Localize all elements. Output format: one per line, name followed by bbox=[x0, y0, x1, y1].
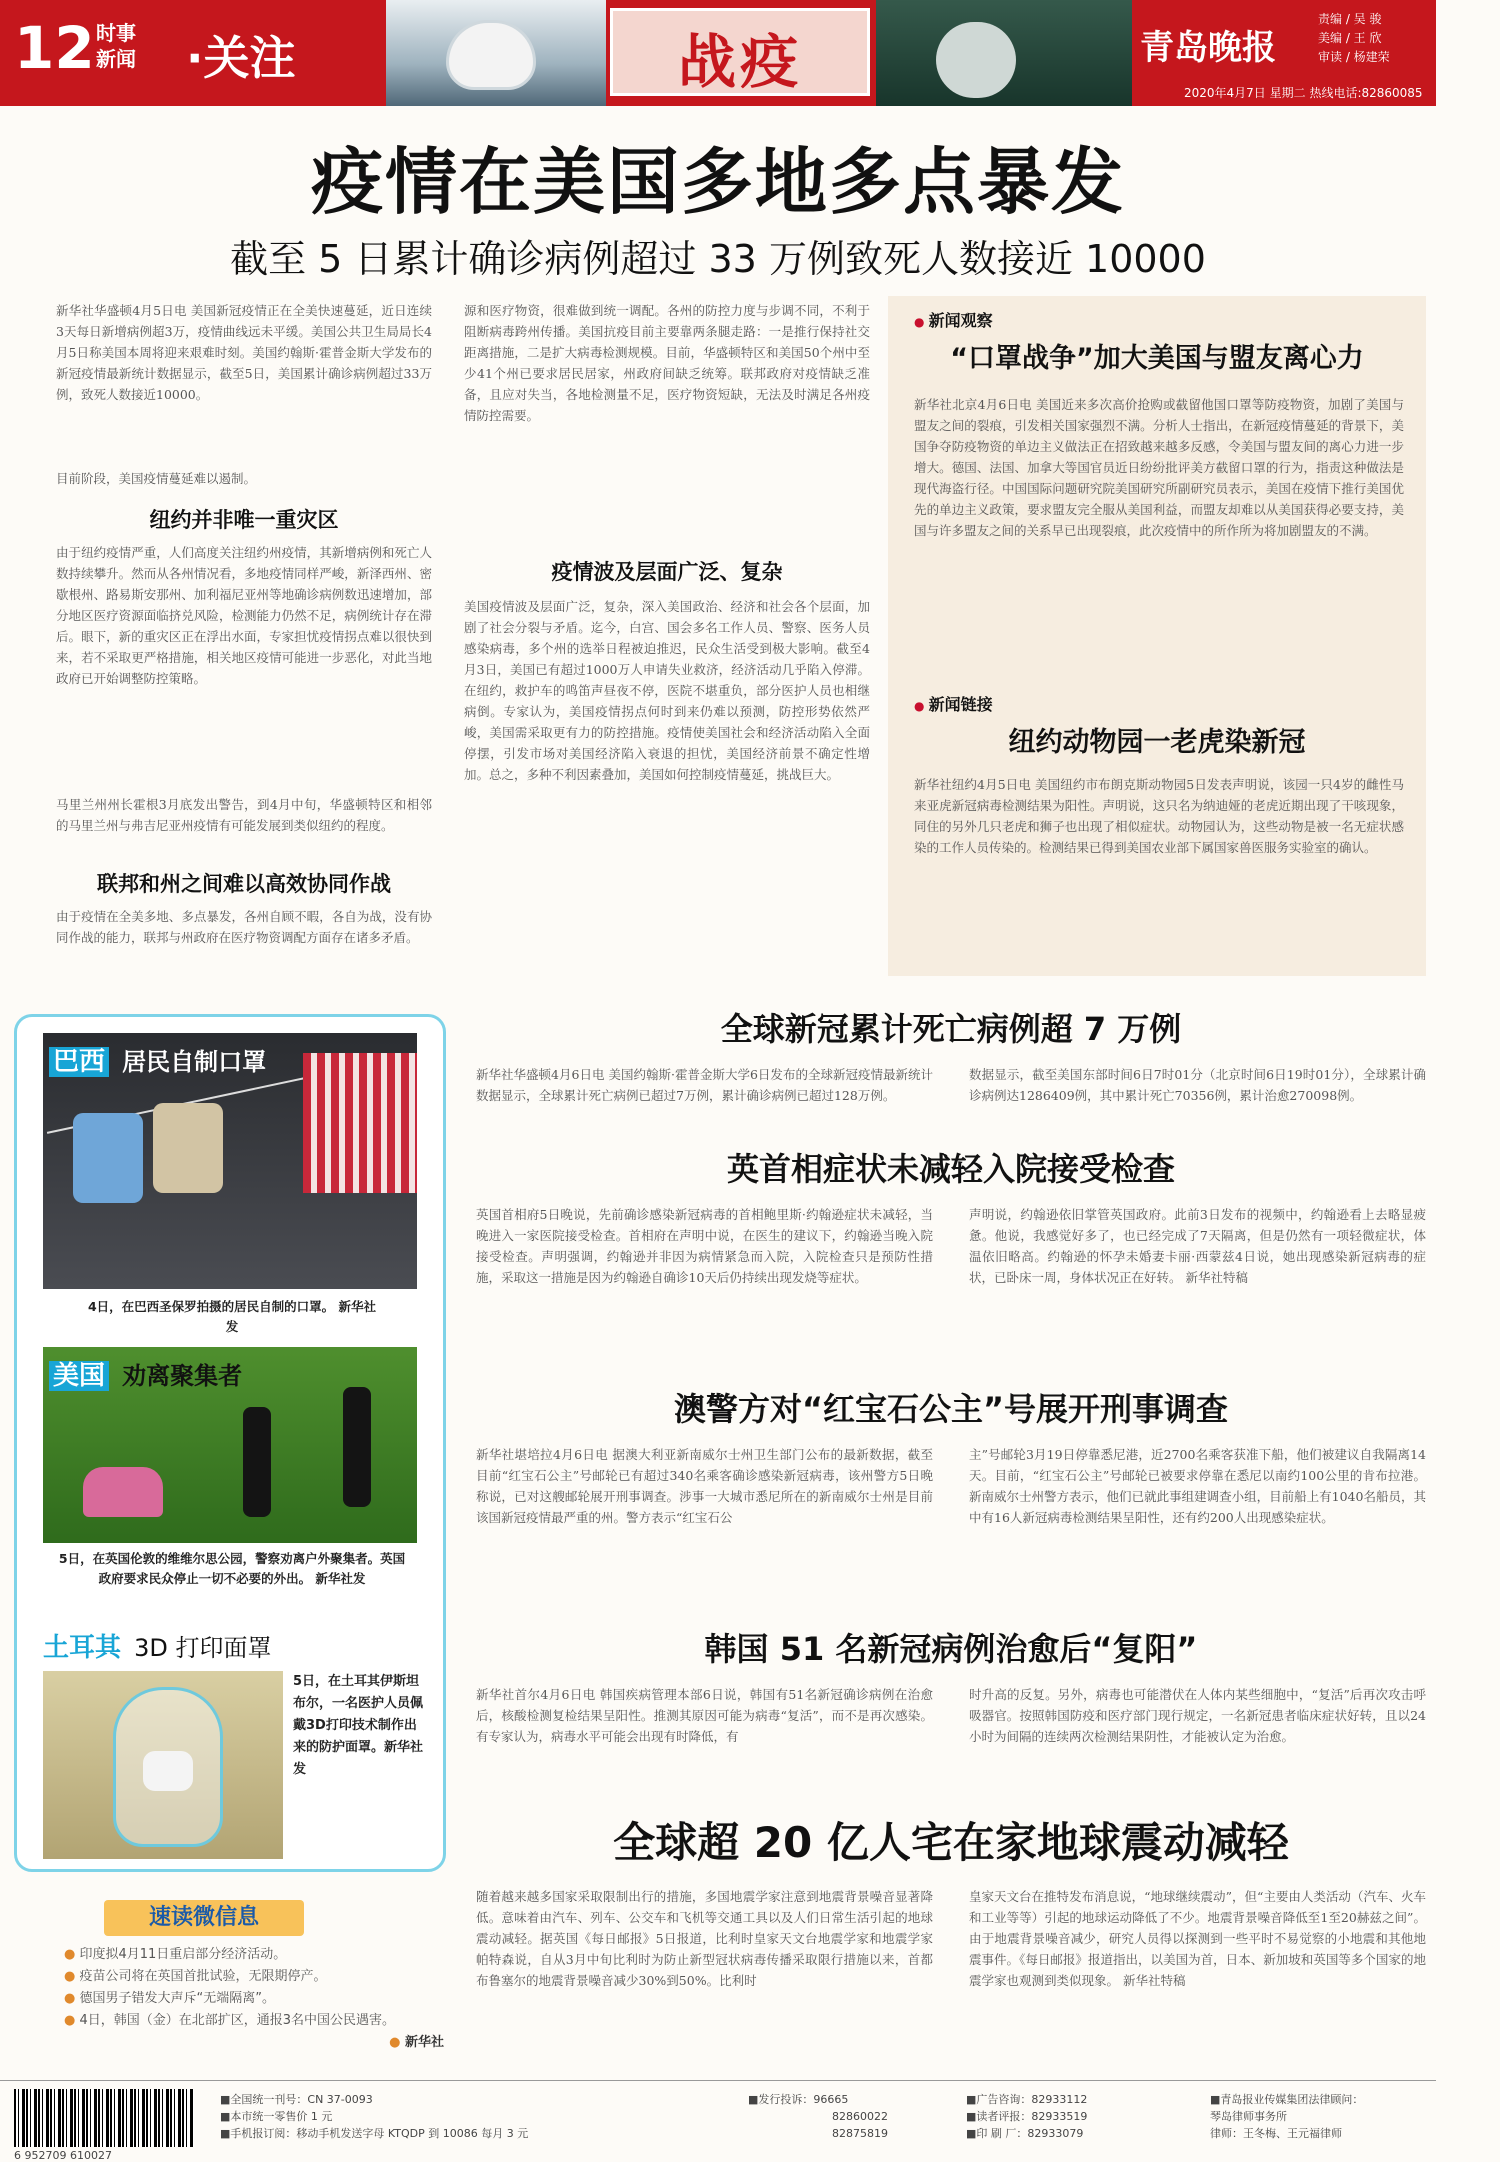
photo-tag-usa bbox=[49, 1355, 242, 1392]
striped-cloth-shape bbox=[303, 1053, 417, 1193]
wechat-item: ● 疫苗公司将在英国首批试验，无限期停产。 bbox=[64, 1966, 444, 1988]
medical-worker-photo-right bbox=[876, 0, 1132, 106]
article-col: 新华社堪培拉4月6日电 据澳大利亚新南威尔士州卫生部门公布的最新数据，截至目前“红宝石公主”号邮轮已有超过340名乘客确诊感染新冠病毒，该州警方5日晚称说，已对这艘邮轮展开刑事调查。涉事一大城市悉尼所在的新南威尔士州是目前该国新冠疫情最严重的州。警方表示“红宝石公 bbox=[476, 1447, 933, 1525]
footer-text: ■读者评报：82933519 bbox=[966, 2110, 1088, 2123]
barcode-number: 6 952709 610027 bbox=[14, 2149, 112, 2162]
article-title-korea: 韩国 51 名新冠病例治愈后“复阳” bbox=[704, 1630, 1198, 1668]
lead-paragraph-1: 新华社华盛顿4月5日电 美国新冠疫情正在全美快速蔓延，近日连续3天每日新增病例超3万，疫情曲线远未平缓。美国公共卫生局局长4月5日称美国本周将迎来艰难时刻。美国约翰斯·霍普金斯大学发布的新冠疫情最新统计数据显示，截至5日，美国累计确诊病例超过33万例，致死人数接近10000。 bbox=[56, 303, 432, 402]
sidebar-title-mask-war: “口罩战争”加大美国与盟友离心力 bbox=[950, 343, 1364, 374]
article-body-uk-pm bbox=[476, 1204, 1426, 1372]
sidebar-text-mask-war: 新华社北京4月6日电 美国近来多次高价抢购或截留他国口罩等防疫物资，加剧了美国与盟友之间的裂痕，引发相关国家强烈不满。分析人士指出，在新冠疫情蔓延的背景下，美国争夺防疫物资的单边主义做法正在招致越来越多反感，令美国与盟友间的离心力进一步增大。德国、法国、加拿大等国官员近日纷纷批评美方截留口罩的行为，指责这种做法是现代海盗行径。中国国际问题研究院美国研究所副研究员表示，美国在疫情下推行美国优先的单边主义政策，要求盟友完全服从美国利益，而盟友却难以从美国获得必要支持，美国与许多盟友之间的关系早已出现裂痕，此次疫情中的所作所为将加剧盟友的不满。 bbox=[914, 397, 1404, 538]
wechat-brief bbox=[14, 1900, 446, 2072]
footer-text: ■手机报订阅：移动手机发送字母 KTQDP 到 10086 每月 3 元 bbox=[220, 2127, 529, 2140]
banner-box bbox=[610, 8, 870, 96]
tag-country: 美国 bbox=[49, 1361, 109, 1391]
barcode bbox=[14, 2089, 194, 2147]
mask-face-shape bbox=[446, 20, 536, 90]
lead-paragraph-3: 由于纽约疫情严重，人们高度关注纽约州疫情，其新增病例和死亡人数持续攀升。然而从各州情况看，多地疫情同样严峻，新泽西州、密歇根州、路易斯安那州、加利福尼亚州等地确诊病例数迅速增加，部分地区医疗资源面临挤兑风险，检测能力仍然不足，病例统计存在滞后。眼下，新的重灾区正在浮出水面，专家担忧疫情拐点难以很快到来，若不采取更严格措施，相关地区疫情可能进一步恶化，对此当地政府已开始调整防控策略。 bbox=[56, 545, 432, 686]
worker-figure bbox=[936, 22, 1016, 98]
lead-paragraph-4: 马里兰州州长霍根3月底发出警告，到4月中旬，华盛顿特区和相邻的马里兰州与弗吉尼亚州疫情有可能发展到类似纽约的程度。 bbox=[56, 797, 432, 833]
article-col: 声明说，约翰逊依旧掌管英国政府。此前3日发布的视频中，约翰逊看上去略显疲惫。他说，我感觉好多了，也已经完成了7天隔离，但是仍然有一项轻微症状，体温依旧略高。约翰逊的怀孕未婚妻卡丽·西蒙兹4日说，她出现感染新冠病毒的症状，已卧床一周，身体状况正在好转。 新华社特稿 bbox=[969, 1207, 1426, 1285]
sidebar-label-observation: ● 新闻观察 bbox=[914, 308, 993, 331]
wechat-title: 速读微信息 bbox=[104, 1900, 304, 1936]
article-title-seismic: 全球超 20 亿人宅在家地球震动减轻 bbox=[613, 1818, 1289, 1867]
caption-uk: 5日，在英国伦敦的维维尔思公园，警察劝离户外聚集者。英国政府要求民众停止一切不必要的外出。 新华社发 bbox=[58, 1551, 406, 1586]
footer-text: ■本市统一零售价 1 元 bbox=[220, 2110, 333, 2123]
article-title-uk-pm: 英首相症状未减轻入院接受检查 bbox=[726, 1150, 1175, 1188]
section-title: ·关注 bbox=[186, 31, 296, 85]
wechat-source: ● 新华社 bbox=[64, 2032, 444, 2054]
main-headline: 疫情在美国多地多点暴发 bbox=[310, 140, 1125, 224]
mask-shape bbox=[73, 1113, 143, 1203]
masthead bbox=[0, 0, 1436, 106]
sidebar-title-tiger: 纽约动物园一老虎染新冠 bbox=[1008, 727, 1306, 758]
paper-name-logo: 青岛晚报 bbox=[1140, 28, 1276, 68]
sub-headline: 截至 5 日累计确诊病例超过 33 万例致死人数接近 10000 bbox=[230, 237, 1206, 281]
articles-column bbox=[476, 1000, 1426, 2080]
mask-shape bbox=[143, 1751, 193, 1791]
footer-col-4 bbox=[1210, 2091, 1363, 2142]
photo-uk-park bbox=[43, 1347, 417, 1543]
footer-text: 82860022 bbox=[832, 2110, 888, 2123]
lead-paragraph-6: 源和医疗物资，很难做到统一调配。各州的防控力度与步调不同，不利于阻断病毒跨州传播。美国抗疫目前主要靠两条腿走路：一是推行保持社交距离措施，二是扩大病毒检测规模。目前，华盛顿特区和美国50个州中至少41个州已要求居民居家，州政府间缺乏统筹。联邦政府对疫情缺乏准备，且应对失当，各地检测量不足，医疗物资短缺，无法及时满足各州疫情防控需要。 bbox=[464, 303, 870, 423]
section-label bbox=[96, 20, 136, 72]
caption-turkey: 5日，在土耳其伊斯坦布尔，一名医护人员佩戴3D打印技术制作出来的防护面罩。新华社发 bbox=[293, 1674, 424, 1777]
section-label-line2: 新闻 bbox=[96, 47, 136, 71]
article-title-ruby-princess: 澳警方对“红宝石公主”号展开刑事调查 bbox=[673, 1390, 1229, 1428]
people-sitting-shape bbox=[83, 1467, 163, 1517]
footer-text: 律师：王冬梅、王元福律师 bbox=[1210, 2127, 1342, 2140]
lead-column-1 bbox=[56, 300, 432, 990]
tag-title: 3D 打印面罩 bbox=[134, 1634, 272, 1662]
article-body-korea bbox=[476, 1684, 1426, 1790]
footer-text: 琴岛律师事务所 bbox=[1210, 2110, 1287, 2123]
footer-text: ■全国统一刊号：CN 37-0093 bbox=[220, 2093, 373, 2106]
section-label-line1: 时事 bbox=[96, 21, 136, 45]
police-figure bbox=[343, 1387, 371, 1507]
article-col: 新华社首尔4月6日电 韩国疾病管理本部6日说，韩国有51名新冠确诊病例在治愈后，核酸检测复检结果呈阳性。推测其原因可能为病毒“复活”，而不是再次感染。有专家认为，病毒水平可能会出现有时降低，有 bbox=[476, 1687, 933, 1744]
subhead-new-york: 纽约并非唯一重灾区 bbox=[149, 508, 339, 532]
lead-paragraph-7: 美国疫情波及层面广泛，复杂，深入美国政治、经济和社会各个层面，加剧了社会分裂与矛盾。迄今，白宫、国会多名工作人员、警察、医务人员感染病毒，多个州的选举日程被迫推迟，民众生活受到极大影响。截至4月3日，美国已有超过1000万人申请失业救济，经济活动几乎陷入停滞。在纽约，救护车的鸣笛声昼夜不停，医院不堪重负，部分医护人员也相继病倒。专家认为，美国疫情拐点何时到来仍难以预测，防控形势依然严峻，美国需采取更有力的防控措施。疫情使美国社会和经济活动陷入全面停摆，引发市场对美国经济陷入衰退的担忧，美国经济前景不确定性增加。总之，多种不利因素叠加，美国如何控制疫情蔓延，挑战巨大。 bbox=[464, 599, 870, 782]
editors-list bbox=[1318, 10, 1390, 67]
photo-turkey-face-shield bbox=[43, 1671, 283, 1859]
banner-text: 战疫 bbox=[677, 28, 802, 96]
article-col: 新华社华盛顿4月6日电 美国约翰斯·霍普金斯大学6日发布的全球新冠疫情最新统计数据显示，全球累计死亡病例已超过7万例，累计确诊病例已超过128万例。 bbox=[476, 1067, 933, 1103]
photo-tag-turkey bbox=[43, 1627, 272, 1664]
sidebar-text-tiger: 新华社纽约4月5日电 美国纽约市布朗克斯动物园5日发表声明说，该园一只4岁的雌性马来亚虎新冠病毒检测结果为阳性。声明说，这只名为纳迪娅的老虎近期出现了干咳现象，同住的另外几只老虎和狮子也出现了相似症状。动物园认为，这些动物是被一名无症状感染的工作人员传染的。检测结果已得到美国农业部下属国家兽医服务实验室的确认。 bbox=[914, 777, 1404, 855]
editor-2: 美编 / 王 欣 bbox=[1318, 31, 1382, 45]
tag-country: 巴西 bbox=[49, 1047, 109, 1077]
article-body-global-deaths bbox=[476, 1064, 1426, 1130]
lead-paragraph-2: 目前阶段，美国疫情蔓延难以遏制。 bbox=[56, 471, 257, 486]
photo-tag-brazil bbox=[49, 1041, 266, 1078]
footer-text: 82875819 bbox=[832, 2127, 888, 2140]
footer-text: ■发行投诉：96665 bbox=[748, 2093, 849, 2106]
tag-title: 居民自制口罩 bbox=[122, 1048, 267, 1076]
subhead-widespread: 疫情波及层面广泛、复杂 bbox=[551, 560, 783, 584]
wechat-item: ● 德国男子错发大声斥“无端隔离”。 bbox=[64, 1988, 444, 2010]
photo-brazil-masks bbox=[43, 1033, 417, 1289]
article-col: 随着越来越多国家采取限制出行的措施，多国地震学家注意到地震背景噪音显著降低。意味着由汽车、列车、公交车和飞机等交通工具以及人们日常生活引起的地球震动减轻。据英国《每日邮报》5日报道，比利时皇家天文台地震学家和地震学家帕特森说，自从3月中旬比利时为防止新型冠状病毒传播采取限行措施以来，首都布鲁塞尔的地震背景噪音减少30%到50%。比利时 bbox=[476, 1889, 933, 1988]
footer bbox=[0, 2080, 1436, 2162]
page-number: 12 bbox=[14, 14, 95, 82]
lead-paragraph-5: 由于疫情在全美多地、多点暴发，各州自顾不暇，各自为战，没有协同作战的能力，联邦与州政府在医疗物资调配方面存在诸多矛盾。 bbox=[56, 909, 432, 945]
footer-text: ■广告咨询：82933112 bbox=[966, 2093, 1088, 2106]
photo-news-block bbox=[14, 1014, 446, 1872]
footer-text: ■印 刷 厂：82933079 bbox=[966, 2127, 1084, 2140]
article-title-global-deaths: 全球新冠累计死亡病例超 7 万例 bbox=[720, 1010, 1182, 1048]
article-col: 主”号邮轮3月19日停靠悉尼港，近2700名乘客获准下船，他们被建议自我隔离14天。目前，“红宝石公主”号邮轮已被要求停靠在悉尼以南约100公里的肯布拉港。新南威尔士州警方表示，他们已就此事组建调查小组，目前船上有1040名船员，其中有16人新冠病毒检测结果呈阳性，还有约200人出现感染症状。 bbox=[969, 1447, 1426, 1525]
lead-column-2 bbox=[464, 300, 870, 990]
mask-shape bbox=[153, 1103, 223, 1193]
footer-text: ■青岛报业传媒集团法律顾问： bbox=[1210, 2093, 1364, 2106]
tag-title: 劝离聚集者 bbox=[122, 1362, 243, 1390]
wechat-item: ● 印度拟4月11日重启部分经济活动。 bbox=[64, 1944, 444, 1966]
footer-col-2 bbox=[748, 2091, 888, 2142]
medical-worker-photo-left bbox=[386, 0, 606, 106]
news-sidebar bbox=[888, 296, 1426, 976]
article-col: 时升高的反复。另外，病毒也可能潜伏在人体内某些细胞中，“复活”后再次攻击呼吸器官。按照韩国防疫和医疗部门现行规定，一名新冠患者临床症状好转，且以24小时为间隔的连续两次检测结果阴性，才能被认定为治愈。 bbox=[969, 1687, 1426, 1744]
date-line: 2020年4月7日 星期二 热线电话:82860085 bbox=[1184, 86, 1423, 100]
footer-col-1 bbox=[220, 2091, 528, 2142]
footer-col-3 bbox=[966, 2091, 1087, 2142]
police-figure bbox=[243, 1407, 271, 1517]
article-col: 英国首相府5日晚说，先前确诊感染新冠病毒的首相鲍里斯·约翰逊症状未减轻，当晚进入一家医院接受检查。首相府在声明中说，在医生的建议下，约翰逊当晚入院接受检查。声明强调，约翰逊并非因为病情紧急而入院，入院检查只是预防性措施，采取这一措施是因为约翰逊自确诊10天后仍持续出现发烧等症状。 bbox=[476, 1207, 933, 1285]
editor-1: 责编 / 吴 骏 bbox=[1318, 12, 1382, 26]
caption-brazil: 4日，在巴西圣保罗拍摄的居民自制的口罩。 新华社发 bbox=[87, 1299, 377, 1334]
tag-country: 土耳其 bbox=[43, 1633, 122, 1663]
sidebar-label-link: ● 新闻链接 bbox=[914, 692, 993, 715]
wechat-item: ● 4日，韩国（金）在北部扩区，通报3名中国公民遇害。 bbox=[64, 2010, 444, 2032]
wechat-list bbox=[64, 1944, 444, 2054]
article-body-ruby-princess bbox=[476, 1444, 1426, 1612]
editor-3: 审读 / 杨建荣 bbox=[1318, 50, 1390, 64]
article-body-seismic bbox=[476, 1886, 1426, 2054]
article-col: 皇家天文台在推特发布消息说，“地球继续震动”，但“主要由人类活动（汽车、火车和工业等等）引起的地球运动降低了不少。地震背景噪音降低至1至20赫兹之间”。由于地震背景噪音减少，研究人员得以探测到一些平时不易觉察的小地震和其他地震事件。《每日邮报》报道指出，以美国为首，日本、新加坡和英国等多个国家的地震学家也观测到类似现象。 新华社特稿 bbox=[969, 1889, 1426, 1988]
subhead-federal-state: 联邦和州之间难以高效协同作战 bbox=[97, 872, 391, 896]
article-col: 数据显示，截至美国东部时间6日7时01分（北京时间6日19时01分），全球累计确诊病例达1286409例，其中累计死亡70356例，累计治愈270098例。 bbox=[969, 1067, 1426, 1103]
